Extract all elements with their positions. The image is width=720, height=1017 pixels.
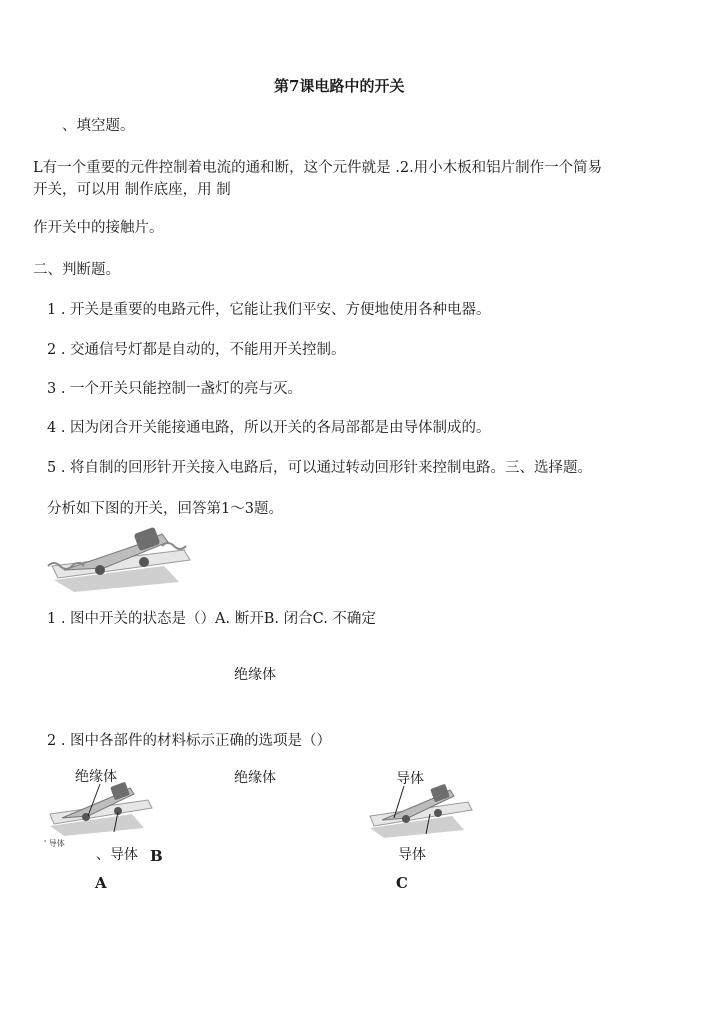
fill-blank-line-3: 作开关中的接触片。	[33, 220, 164, 236]
question-2: 2 . 图中各部件的材料标示正确的选项是（）	[47, 733, 332, 749]
option-a-small-label: ' 导体	[44, 839, 65, 848]
option-c-bottom-label: 导体	[398, 847, 426, 863]
option-a-switch-photo	[44, 782, 156, 838]
option-c-top-label: 导体	[396, 771, 424, 787]
judge-item-5: 5 . 将自制的回形针开关接入电路后，可以通过转动回形针来控制电路。三、选择题。	[47, 460, 593, 476]
option-a-bottom-label: 、导体	[96, 847, 138, 863]
judge-item-1: 1 . 开关是重要的电路元件，它能让我们平安、方便地使用各种电器。	[47, 302, 491, 318]
judge-item-4: 4 . 因为闭合开关能接通电路，所以开关的各局部都是由导体制成的。	[47, 420, 491, 436]
page-title: 第7课电路中的开关	[274, 77, 405, 95]
option-c-switch-photo	[364, 784, 476, 840]
question-1: 1 . 图中开关的状态是（）A. 断开B. 闭合C. 不确定	[47, 611, 376, 627]
choice-intro: 分析如下图的开关，回答第1～3题。	[47, 501, 283, 517]
switch-photo	[44, 526, 196, 592]
option-c-letter: C	[396, 874, 408, 892]
judge-item-2: 2 . 交通信号灯都是自动的，不能用开关控制。	[47, 342, 346, 358]
fill-blank-line-2: 开关，可以用 制作底座，用 制	[33, 182, 231, 198]
insulator-floating-label: 绝缘体	[234, 667, 276, 683]
judge-item-3: 3 . 一个开关只能控制一盏灯的亮与灭。	[47, 381, 303, 397]
option-a-top-label: 绝缘体	[75, 769, 117, 785]
section-heading-judge: 二、判断题。	[33, 262, 120, 278]
fill-blank-line-1: L有一个重要的元件控制着电流的通和断，这个元件就是 .2.用小木板和铝片制作一个简易	[33, 160, 603, 176]
section-heading-fill-blank: 、填空题。	[62, 118, 135, 134]
option-a-letter: A	[95, 874, 107, 892]
option-b-top-label: 绝缘体	[234, 770, 276, 786]
option-b-letter: B	[150, 847, 163, 865]
